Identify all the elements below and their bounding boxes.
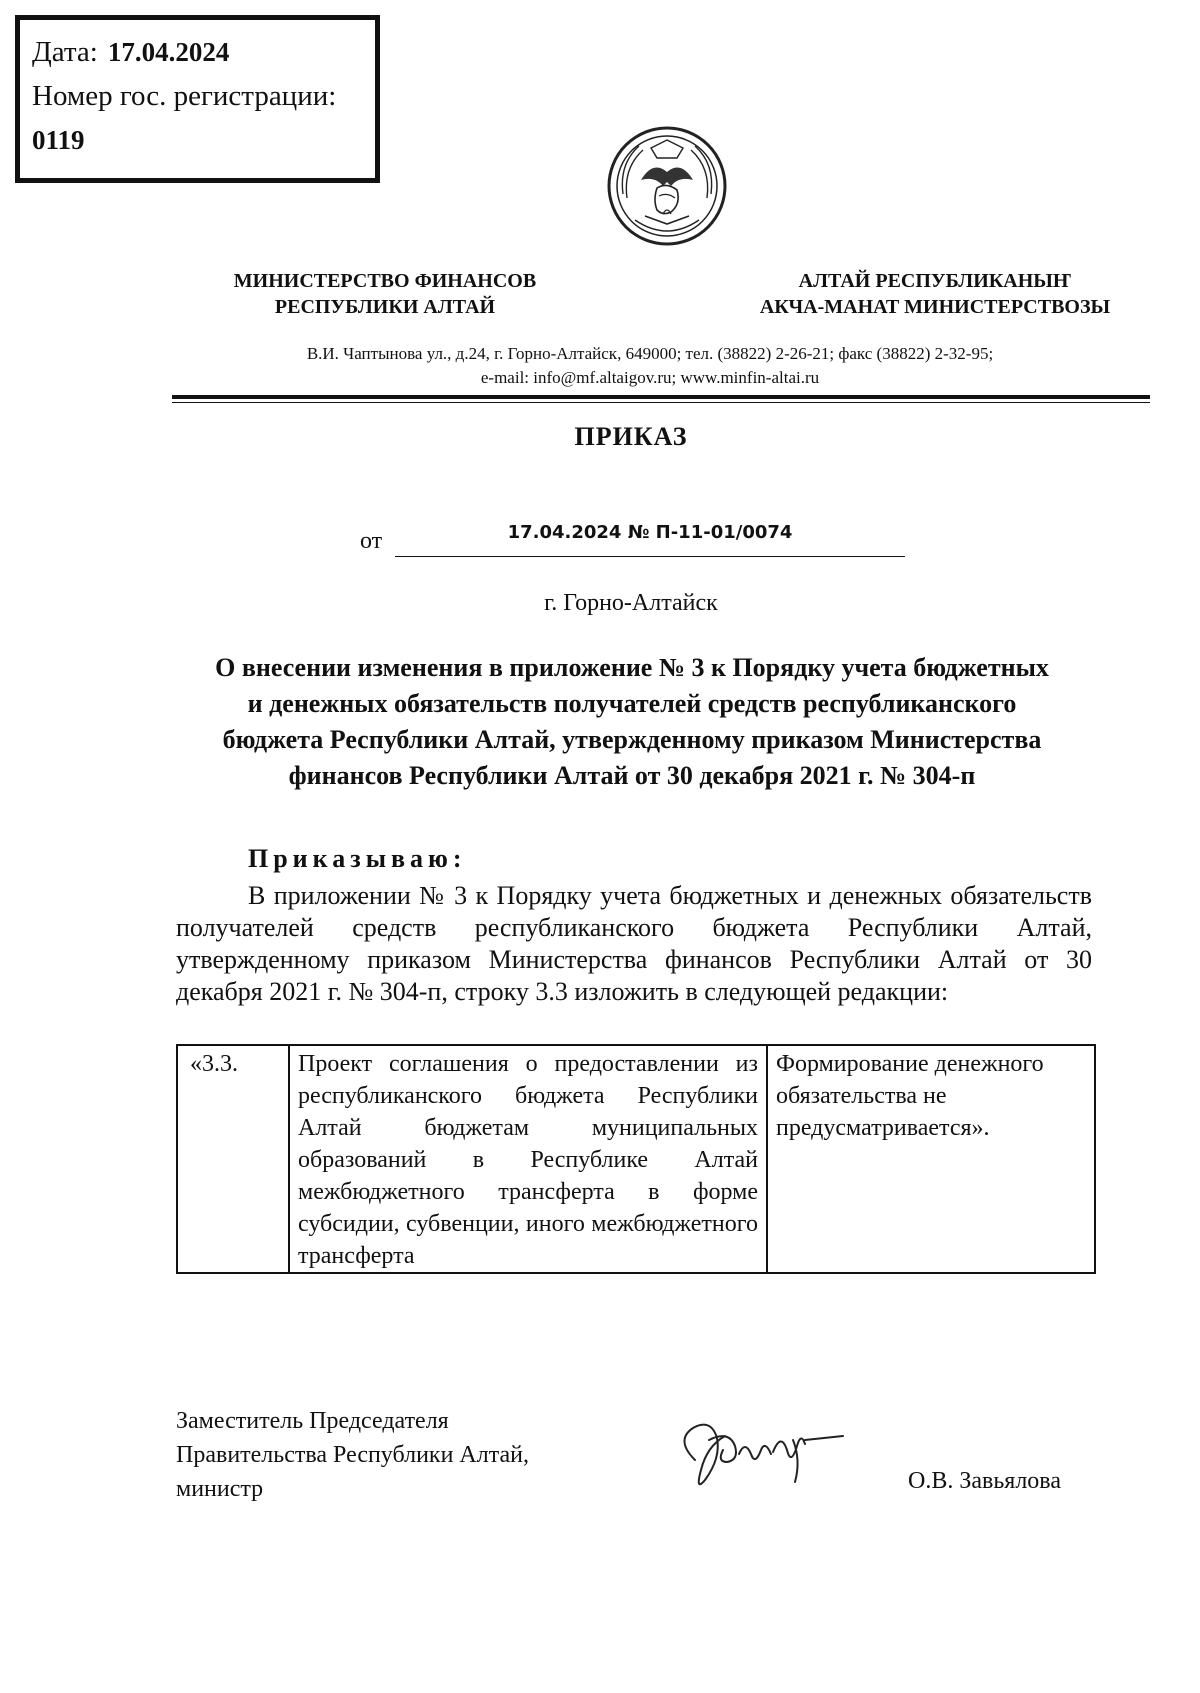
contact-address — [170, 342, 1130, 390]
address-line2: e-mail: info@mf.altaigov.ru; www.minfin-altai.ru — [480, 368, 820, 387]
city: г. Горно-Алтайск — [544, 590, 718, 616]
address-line1: В.И. Чаптынова ул., д.24, г. Горно-Алтайск, 649000; тел. (38822) 2-26-21; факс (38822) 2-32-95; — [306, 344, 994, 363]
stamp-date-label: Дата: — [32, 36, 98, 68]
signer-position-line1: Заместитель Председателя — [176, 1408, 449, 1434]
document-number: 17.04.2024 № П-11-01/0074 — [507, 522, 793, 543]
altai-coat-of-arms-icon — [605, 124, 729, 248]
table-cell-description: Проект соглашения о предоставлении из республиканского бюджета Республики Алтай бюджетам муниципальных образований в Республике Алтай межбюджетного трансферта в форме субсидии, субвенции, иного межбюджетного трансферта — [289, 1045, 767, 1273]
body-paragraph: В приложении № 3 к Порядку учета бюджетных и денежных обязательств получателей средств республиканского бюджета Республики Алтай, утвержденному приказом Министерства финансов Республики Алтай от 30 декабря 2021 г. № 304-п, строку 3.3 изложить в следующей редакции: — [176, 881, 1092, 1006]
document-title: ПРИКАЗ — [574, 422, 688, 451]
org-name-russian — [205, 268, 565, 320]
amendment-table — [176, 1044, 1096, 1274]
table-cell-number: «3.3. — [177, 1045, 289, 1273]
stamp-reg-value: 0119 — [32, 125, 85, 155]
stamp-date-row — [32, 30, 363, 74]
subject-line1: О внесении изменения в приложение № 3 к Порядку учета бюджетных — [215, 653, 1049, 682]
stamp-reg-label: Номер гос. регистрации: — [32, 80, 337, 112]
table-cell-result: Формирование денежного обязательства не предусматривается». — [767, 1045, 1095, 1273]
signer-position — [176, 1404, 529, 1506]
subject-line3: бюджета Республики Алтай, утвержденному приказом Министерства — [222, 725, 1042, 754]
registration-stamp — [15, 15, 380, 183]
signer-name: О.В. Завьялова — [908, 1468, 1061, 1494]
handwritten-signature-icon — [665, 1410, 865, 1500]
number-underline — [395, 556, 905, 557]
org-name-alt-line2: АКЧА-МАНАТ МИНИСТЕРСТВОЗЫ — [759, 296, 1111, 318]
header-rule-thick — [172, 395, 1150, 399]
subject-line2: и денежных обязательств получателей средств республиканского — [247, 689, 1017, 718]
document-subject — [172, 650, 1092, 794]
stamp-date-value: 17.04.2024 — [107, 37, 230, 67]
order-word: Приказываю: — [248, 844, 467, 873]
subject-line4: финансов Республики Алтай от 30 декабря 2021 г. № 304-п — [288, 761, 976, 790]
table-row — [177, 1045, 1095, 1273]
from-label: от — [360, 528, 383, 554]
org-name-ru-line1: МИНИСТЕРСТВО ФИНАНСОВ — [233, 270, 537, 292]
org-name-ru-line2: РЕСПУБЛИКИ АЛТАЙ — [274, 296, 496, 318]
header-rule-thin — [172, 402, 1150, 403]
org-name-altai — [735, 268, 1135, 320]
signer-position-line3: министр — [176, 1476, 264, 1502]
org-name-alt-line1: АЛТАЙ РЕСПУБЛИКАНЫҤ — [798, 270, 1072, 292]
signer-position-line2: Правительства Республики Алтай, — [176, 1442, 530, 1468]
